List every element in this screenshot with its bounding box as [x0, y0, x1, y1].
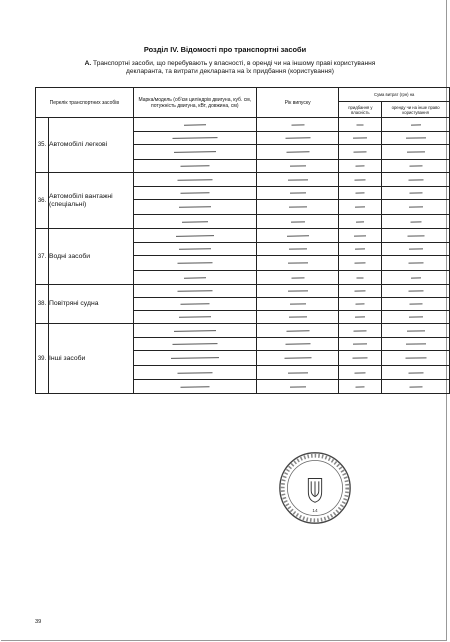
empty-entry-dash: [177, 372, 212, 374]
table-cell: [382, 366, 450, 380]
empty-entry-dash: [288, 262, 308, 263]
empty-entry-dash: [172, 343, 217, 345]
trident-emblem-icon: [308, 479, 321, 503]
empty-entry-dash: [357, 124, 364, 125]
table-row: [36, 285, 450, 298]
empty-entry-dash: [290, 165, 306, 166]
empty-entry-dash: [289, 206, 307, 207]
table-cell: [133, 160, 256, 173]
empty-entry-dash: [290, 303, 306, 304]
table-cell: [133, 256, 256, 271]
table-cell: [339, 160, 382, 173]
empty-entry-dash: [407, 330, 425, 331]
table-cell: [382, 311, 450, 324]
table-cell: [382, 187, 450, 200]
empty-entry-dash: [355, 262, 366, 263]
empty-entry-dash: [355, 179, 366, 180]
table-cell: [133, 324, 256, 338]
table-cell: [382, 271, 450, 285]
empty-entry-dash: [409, 165, 422, 166]
section-label: Водні засоби: [48, 229, 133, 285]
empty-entry-dash: [356, 386, 365, 387]
empty-entry-dash: [409, 206, 423, 207]
table-cell: [382, 256, 450, 271]
table-cell: [339, 145, 382, 160]
empty-entry-dash: [291, 277, 304, 278]
empty-entry-dash: [357, 277, 364, 278]
table-cell: [382, 351, 450, 366]
table-cell: [339, 311, 382, 324]
table-cell: [133, 132, 256, 145]
table-cell: [133, 366, 256, 380]
table-cell: [339, 366, 382, 380]
empty-entry-dash: [289, 248, 307, 249]
table-cell: [256, 285, 339, 298]
empty-entry-dash: [355, 248, 365, 249]
empty-entry-dash: [405, 357, 426, 358]
section-number: 36.: [36, 173, 49, 229]
table-cell: [133, 173, 256, 187]
empty-entry-dash: [177, 290, 212, 292]
table-cell: [256, 160, 339, 173]
subsection-heading: [70, 60, 390, 77]
empty-entry-dash: [290, 386, 306, 387]
empty-entry-dash: [177, 262, 212, 264]
table-cell: [133, 338, 256, 351]
empty-entry-dash: [288, 179, 308, 180]
table-cell: [256, 132, 339, 145]
empty-entry-dash: [180, 386, 209, 388]
empty-entry-dash: [407, 151, 425, 152]
table-cell: [382, 215, 450, 229]
table-cell: [339, 285, 382, 298]
empty-entry-dash: [179, 316, 211, 318]
empty-entry-dash: [284, 357, 311, 358]
empty-entry-dash: [356, 221, 364, 222]
page-number: 39: [35, 619, 42, 625]
table-cell: [382, 285, 450, 298]
header-purchase: придбання у власність: [339, 102, 382, 118]
empty-entry-dash: [355, 316, 365, 317]
table-body: [36, 118, 450, 394]
section-title: Розділ IV. Відомості про транспортні засоби: [143, 45, 307, 54]
section-label: Повітряні судна: [48, 285, 133, 324]
empty-entry-dash: [171, 357, 219, 359]
empty-entry-dash: [179, 206, 211, 208]
empty-entry-dash: [174, 330, 216, 332]
section-label: Автомобілі вантажні (спеціальні): [48, 173, 133, 229]
empty-entry-dash: [406, 137, 426, 138]
table-cell: [382, 298, 450, 311]
empty-entry-dash: [288, 290, 308, 291]
table-cell: [339, 118, 382, 132]
empty-entry-dash: [408, 179, 423, 180]
empty-entry-dash: [177, 179, 212, 181]
empty-entry-dash: [409, 316, 423, 317]
header-make-model: Марка/модель (об'єм циліндрів двигуна, куб. см, потужність двигуна, кВт, довжина, см): [133, 88, 256, 118]
table-cell: [256, 351, 339, 366]
section-number: 39.: [36, 324, 49, 394]
table-cell: [133, 243, 256, 256]
empty-entry-dash: [288, 372, 308, 373]
empty-entry-dash: [353, 343, 367, 344]
table-cell: [256, 256, 339, 271]
table-cell: [382, 380, 450, 394]
empty-entry-dash: [355, 290, 366, 291]
empty-entry-dash: [408, 372, 423, 373]
empty-entry-dash: [407, 235, 424, 236]
table-cell: [339, 380, 382, 394]
table-cell: [133, 145, 256, 160]
table-cell: [382, 243, 450, 256]
table-cell: [133, 187, 256, 200]
table-cell: [133, 271, 256, 285]
table-cell: [133, 311, 256, 324]
table-cell: [339, 187, 382, 200]
empty-entry-dash: [286, 151, 309, 152]
vehicles-table: [35, 87, 450, 394]
empty-entry-dash: [356, 303, 365, 304]
table-cell: [256, 229, 339, 243]
table-cell: [256, 200, 339, 215]
empty-entry-dash: [409, 192, 422, 193]
table-row: [36, 118, 450, 132]
table-cell: [382, 338, 450, 351]
table-cell: [339, 324, 382, 338]
section-number: 38.: [36, 285, 49, 324]
table-cell: [133, 229, 256, 243]
empty-entry-dash: [172, 137, 217, 139]
table-cell: [339, 215, 382, 229]
empty-entry-dash: [174, 151, 216, 153]
official-seal: [277, 450, 353, 526]
table-cell: [339, 229, 382, 243]
table-row: [36, 173, 450, 187]
table-cell: [382, 132, 450, 145]
table-cell: [256, 271, 339, 285]
empty-entry-dash: [409, 248, 423, 249]
header-year: Рік випуску: [256, 88, 339, 118]
table-cell: [256, 298, 339, 311]
subsection-label: А.: [84, 60, 92, 67]
table-cell: [256, 311, 339, 324]
section-label: Автомобілі легкові: [48, 118, 133, 173]
empty-entry-dash: [179, 248, 211, 250]
table-cell: [382, 324, 450, 338]
table-cell: [339, 298, 382, 311]
table-cell: [133, 285, 256, 298]
table-cell: [339, 338, 382, 351]
table-cell: [256, 243, 339, 256]
table-cell: [339, 256, 382, 271]
table-cell: [256, 145, 339, 160]
empty-entry-dash: [180, 303, 209, 305]
table-cell: [133, 200, 256, 215]
empty-entry-dash: [408, 262, 423, 263]
table-cell: [256, 380, 339, 394]
table-cell: [339, 271, 382, 285]
table-cell: [339, 173, 382, 187]
table-cell: [256, 338, 339, 351]
header-list: Перелік транспортних засобів: [36, 88, 134, 118]
empty-entry-dash: [356, 192, 365, 193]
section-number: 35.: [36, 118, 49, 173]
table-cell: [256, 215, 339, 229]
table-row: [36, 324, 450, 338]
empty-entry-dash: [291, 124, 304, 125]
svg-text:14: 14: [312, 508, 318, 514]
empty-entry-dash: [411, 277, 421, 278]
empty-entry-dash: [291, 221, 305, 222]
table-cell: [133, 215, 256, 229]
empty-entry-dash: [354, 235, 366, 236]
empty-entry-dash: [180, 165, 209, 167]
table-cell: [339, 243, 382, 256]
empty-entry-dash: [406, 343, 426, 344]
empty-entry-dash: [354, 151, 367, 152]
table-cell: [133, 118, 256, 132]
empty-entry-dash: [180, 192, 209, 194]
table-cell: [133, 380, 256, 394]
table-cell: [382, 200, 450, 215]
empty-entry-dash: [290, 192, 306, 193]
empty-entry-dash: [353, 137, 367, 138]
table-cell: [256, 173, 339, 187]
table-cell: [382, 118, 450, 132]
table-cell: [256, 324, 339, 338]
empty-entry-dash: [287, 235, 309, 236]
empty-entry-dash: [411, 124, 421, 125]
empty-entry-dash: [176, 235, 214, 237]
table-cell: [382, 229, 450, 243]
table-cell: [382, 173, 450, 187]
table-cell: [339, 132, 382, 145]
subsection-text: Транспортні засоби, що перебувають у власності, в оренді чи на іншому праві користування декларанта, та витрати декларанта на їх придбання (користування): [93, 60, 376, 76]
table-cell: [256, 187, 339, 200]
empty-entry-dash: [409, 386, 422, 387]
empty-entry-dash: [354, 330, 367, 331]
empty-entry-dash: [184, 124, 206, 125]
table-cell: [382, 145, 450, 160]
header-expenses: Сума витрат (грн) на: [339, 88, 450, 102]
empty-entry-dash: [410, 221, 421, 222]
table-cell: [256, 118, 339, 132]
table-row: [36, 229, 450, 243]
table-cell: [339, 200, 382, 215]
empty-entry-dash: [355, 372, 366, 373]
empty-entry-dash: [408, 290, 423, 291]
empty-entry-dash: [184, 277, 206, 278]
empty-entry-dash: [356, 165, 365, 166]
section-label: Інші засоби: [48, 324, 133, 394]
table-cell: [382, 160, 450, 173]
empty-entry-dash: [409, 303, 422, 304]
table-cell: [133, 351, 256, 366]
table-cell: [256, 366, 339, 380]
empty-entry-dash: [285, 343, 310, 344]
empty-entry-dash: [182, 221, 208, 222]
table-cell: [133, 298, 256, 311]
section-number: 37.: [36, 229, 49, 285]
header-rent: оренду чи на інше право користування: [382, 102, 450, 118]
table-cell: [339, 351, 382, 366]
empty-entry-dash: [289, 316, 307, 317]
empty-entry-dash: [353, 357, 368, 358]
empty-entry-dash: [355, 206, 365, 207]
empty-entry-dash: [286, 330, 309, 331]
empty-entry-dash: [285, 137, 310, 138]
